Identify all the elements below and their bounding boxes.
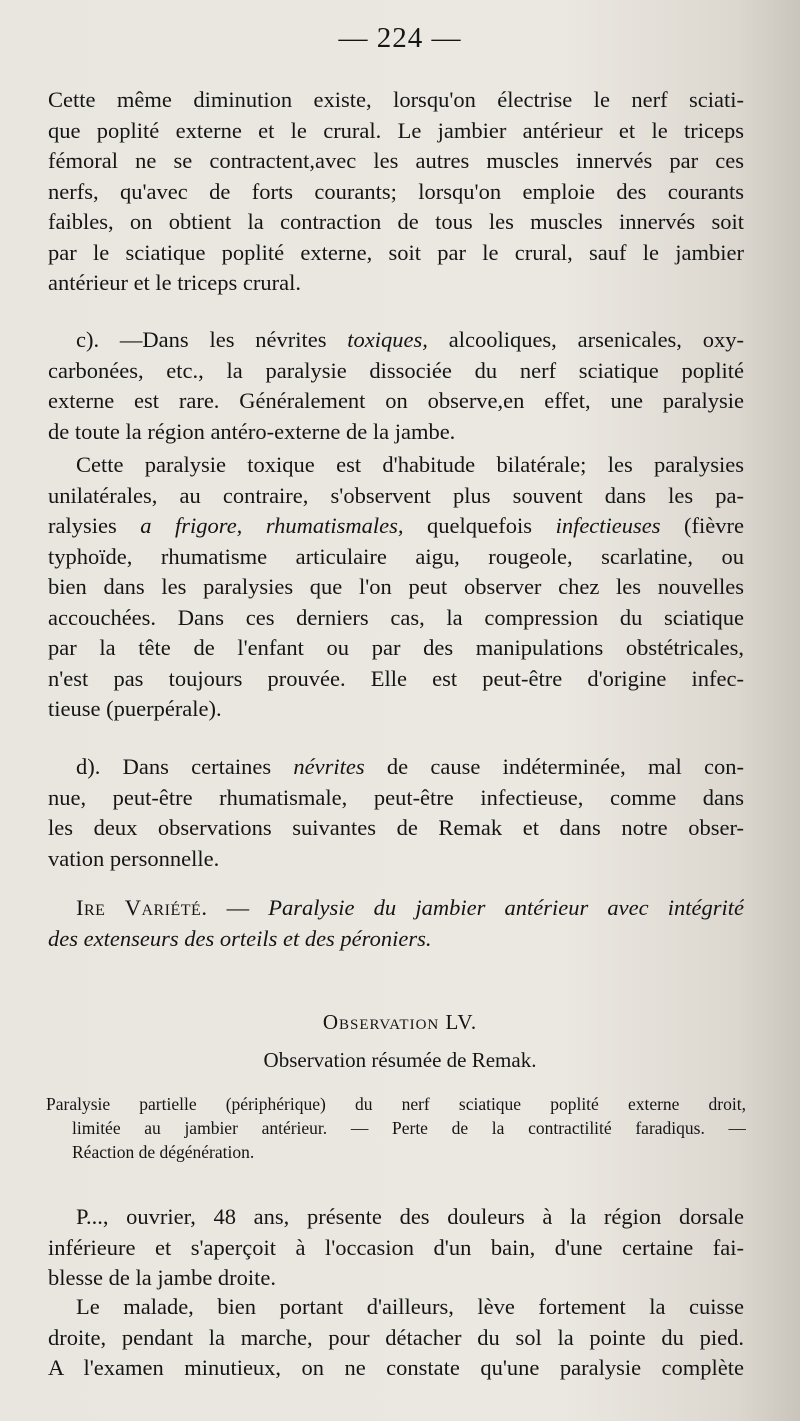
text-run: c). —Dans les névrites xyxy=(76,327,348,352)
observation-subtitle: Observation résumée de Remak. xyxy=(263,1048,537,1072)
text-line: P..., ouvrier, 48 ans, présente des douleurs à la région dorsale xyxy=(76,1204,744,1229)
text-line: n'est pas toujours prouvée. Elle est peut-être d'origine infec- xyxy=(48,665,744,691)
text-line: de toute la région antéro-externe de la jambe. xyxy=(48,418,456,444)
paragraph-c-nevrites-toxiques xyxy=(48,325,744,447)
emphasis-nevrites: névrites xyxy=(293,754,365,779)
text-line: faibles, on obtient la contraction de tous les muscles innervés soit xyxy=(48,209,744,234)
observation-summary xyxy=(46,1092,746,1164)
text-line: nue, peut-être rhumatismale, peut-être infectieuse, comme dans xyxy=(48,784,744,810)
paragraph-malade xyxy=(48,1292,744,1384)
page-number: — 224 — xyxy=(338,22,462,54)
variete-title-cont: des extenseurs des orteils et des péroniers. xyxy=(48,925,432,951)
text-line: par le sciatique poplité externe, soit par le crural, sauf le jambier xyxy=(48,239,744,265)
paragraph-patient xyxy=(48,1202,744,1294)
text-line: externe est rare. Généralement on observe,en effet, une paralysie xyxy=(48,388,744,413)
text-run: alcooliques, arsenicales, oxy- xyxy=(427,327,744,352)
text-line: que poplité externe et le crural. Le jambier antérieur et le triceps xyxy=(48,117,744,143)
text-line: Ire Variété. — Paralysie du jambier antérieur avec intégrité xyxy=(76,895,744,920)
text-run: de cause indéterminée, mal con- xyxy=(364,754,744,779)
variete-heading xyxy=(48,893,744,954)
text-line: inférieure et s'aperçoit à l'occasion d'un bain, d'une certaine fai- xyxy=(48,1234,744,1260)
emphasis-infectieuses: infectieuses xyxy=(555,513,661,538)
paragraph-electrisation xyxy=(48,85,744,299)
text-line: vation personnelle. xyxy=(48,845,220,871)
text-line xyxy=(48,752,744,783)
text-line xyxy=(48,325,744,356)
observation-title: Observation LV. xyxy=(322,1010,478,1034)
text-line: Cette paralysie toxique est d'habitude bilatérale; les paralysies xyxy=(76,452,744,477)
text-line: limitée au jambier antérieur. — Perte de la contractilité faradiqus. — xyxy=(72,1118,746,1138)
text-line: nerfs, qu'avec de forts courants; lorsqu'on emploie des courants xyxy=(48,178,744,204)
text-run: ralysies xyxy=(48,513,141,538)
paragraph-d-nevrites xyxy=(48,752,744,874)
text-line xyxy=(48,511,744,542)
text-line: unilatérales, au contraire, s'observent plus souvent dans les pa- xyxy=(48,482,744,508)
text-run: (fièvre xyxy=(660,513,744,538)
text-line: blesse de la jambe droite. xyxy=(48,1265,277,1290)
variete-label: Ire Variété. xyxy=(76,895,208,920)
emphasis-toxiques: toxiques, xyxy=(347,327,428,352)
text-line: tieuse (puerpérale). xyxy=(48,696,222,721)
text-line: Réaction de dégénération. xyxy=(72,1142,255,1162)
text-line: par la tête de l'enfant ou par des manipulations obstétricales, xyxy=(48,635,744,660)
text-line: accouchées. Dans ces derniers cas, la compression du sciatique xyxy=(48,604,744,630)
text-line: Cette même diminution existe, lorsqu'on électrise le nerf sciati- xyxy=(48,87,744,112)
text-line: A l'examen minutieux, on ne constate qu'une paralysie complète xyxy=(48,1355,744,1380)
text-line: bien dans les paralysies que l'on peut observer chez les nouvelles xyxy=(48,574,744,599)
text-line: Paralysie partielle (périphérique) du nerf sciatique poplité externe droit, xyxy=(46,1094,746,1114)
text-line: droite, pendant la marche, pour détacher du sol la pointe du pied. xyxy=(48,1324,744,1350)
text-line: antérieur et le triceps crural. xyxy=(48,270,301,295)
text-line: Le malade, bien portant d'ailleurs, lève fortement la cuisse xyxy=(76,1294,744,1319)
text-run: quelquefois xyxy=(403,513,556,538)
paragraph-paralysie-toxique xyxy=(48,450,744,725)
text-line: typhoïde, rhumatisme articulaire aigu, rougeole, scarlatine, ou xyxy=(48,543,744,569)
text-line: les deux observations suivantes de Remak et dans notre obser- xyxy=(48,815,744,840)
text-line: carbonées, etc., la paralysie dissociée du nerf sciatique poplité xyxy=(48,357,744,383)
variete-title: Paralysie du jambier antérieur avec intégrité xyxy=(268,895,744,920)
text-line xyxy=(48,924,744,955)
text-line: fémoral ne se contractent,avec les autres muscles innervés par ces xyxy=(48,148,744,173)
text-run: d). Dans certaines xyxy=(76,754,294,779)
emphasis-a-frigore: a frigore, rhumatismales, xyxy=(140,513,404,538)
